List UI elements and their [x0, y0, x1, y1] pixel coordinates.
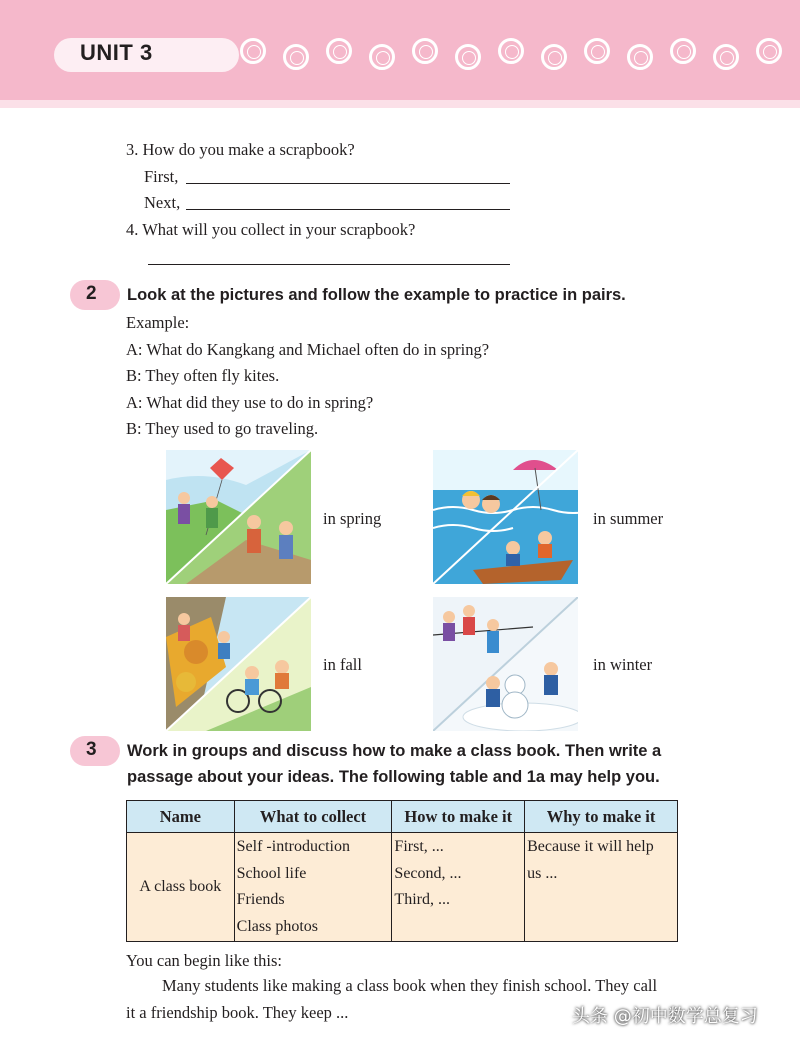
header-strip [0, 100, 800, 108]
dialogue-line: A: What do Kangkang and Michael often do in spring? [126, 340, 490, 359]
why-text: us ... [527, 864, 558, 882]
ring-icon [283, 44, 309, 70]
collect-item: School life [236, 864, 307, 882]
table-header-row [127, 801, 678, 833]
table-header-why: Why to make it [525, 801, 678, 833]
first-label: First, [144, 167, 179, 186]
answer-blank-q4[interactable] [148, 264, 510, 265]
section-3-instruction-line1: Work in groups and discuss how to make a class book. Then write a [127, 742, 662, 760]
table-header-how: How to make it [392, 801, 525, 833]
ring-icon [455, 44, 481, 70]
ring-icon [498, 38, 524, 64]
collect-item: Class photos [236, 917, 318, 935]
ring-icon [756, 38, 782, 64]
winter-picture [433, 597, 578, 731]
watermark: 头条 @初中数学总复习 [572, 1006, 758, 1027]
season-label-fall: in fall [323, 655, 362, 674]
example-label: Example: [126, 313, 190, 332]
collect-item: Self -introduction [236, 838, 350, 855]
decorative-rings [240, 36, 800, 76]
collect-item: Friends [236, 891, 285, 908]
table-cell-name: A class book [127, 833, 235, 942]
season-label-winter: in winter [593, 655, 653, 674]
table-cell-collect [234, 833, 392, 942]
table-row [127, 833, 678, 942]
why-text: Because it will help [527, 838, 654, 855]
how-step: Third, ... [394, 891, 450, 908]
section-3-number: 3 [86, 739, 97, 760]
section-2-instruction: Look at the pictures and follow the example to practice in pairs. [127, 286, 626, 304]
season-label-summer: in summer [593, 509, 664, 528]
answer-blank-next[interactable] [186, 209, 510, 210]
ring-icon [326, 38, 352, 64]
ring-icon [713, 44, 739, 70]
question-3: 3. How do you make a scrapbook? [126, 140, 355, 159]
season-label-spring: in spring [323, 509, 382, 528]
table-header-collect: What to collect [234, 801, 392, 833]
how-step: First, ... [394, 838, 444, 855]
unit-title: UNIT 3 [80, 40, 153, 65]
table-header-name: Name [127, 801, 235, 833]
table-cell-why [525, 833, 678, 942]
spring-picture [166, 450, 311, 584]
summer-picture [433, 450, 578, 584]
question-4: 4. What will you collect in your scrapbook? [126, 220, 416, 239]
section-2-number: 2 [86, 283, 97, 304]
begin-label: You can begin like this: [126, 951, 282, 970]
ring-icon [240, 38, 266, 64]
passage-line: Many students like making a class book when they finish school. They call [162, 976, 658, 995]
dialogue-line: B: They used to go traveling. [126, 419, 319, 438]
ring-icon [369, 44, 395, 70]
section-3-instruction-line2: passage about your ideas. The following table and 1a may help you. [127, 768, 660, 786]
class-book-table [126, 800, 678, 942]
ring-icon [627, 44, 653, 70]
passage-line: it a friendship book. They keep ... [126, 1003, 349, 1022]
fall-picture [166, 597, 311, 731]
dialogue-line: B: They often fly kites. [126, 366, 280, 385]
next-label: Next, [144, 193, 181, 212]
ring-icon [541, 44, 567, 70]
ring-icon [412, 38, 438, 64]
table-cell-how [392, 833, 525, 942]
ring-icon [670, 38, 696, 64]
answer-blank-first[interactable] [186, 183, 510, 184]
dialogue-line: A: What did they use to do in spring? [126, 393, 374, 412]
how-step: Second, ... [394, 864, 462, 882]
ring-icon [584, 38, 610, 64]
